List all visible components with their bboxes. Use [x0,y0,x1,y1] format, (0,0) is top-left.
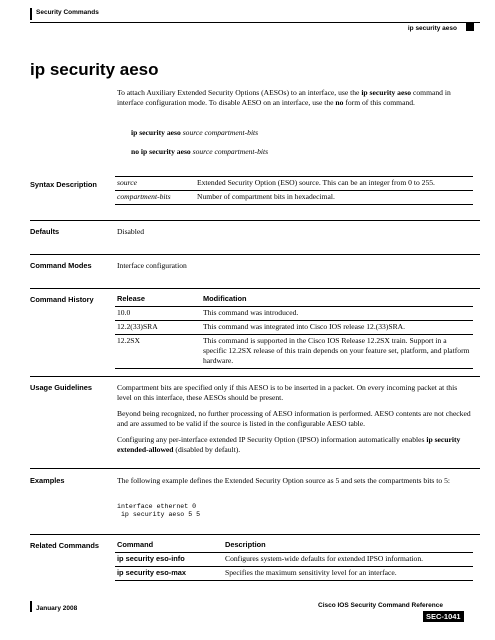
table-row: ip security eso-max Specifies the maximum sensitivity level for an interface. [115,567,473,581]
section-rule [30,376,480,377]
command-history-label: Command History [30,295,94,304]
header-bar [30,8,32,20]
syntax-line-1: ip security aeso source compartment-bits [131,128,259,137]
command-modes-label: Command Modes [30,261,92,270]
syntax-desc: Number of compartment bits in hexadecimal. [195,191,473,205]
page-number-badge: SEC-1041 [423,611,464,622]
command-modes-value: Interface configuration [117,261,187,270]
syntax-description-label: Syntax Description [30,180,97,189]
syntax-line-2: no ip security aeso source compartment-bits [131,147,269,156]
syntax-description-table [115,176,473,205]
defaults-value: Disabled [117,227,144,236]
header-command: ip security aeso [407,25,457,32]
related-command-link: ip security eso-info [117,554,185,563]
history-header-release: Release [117,294,145,303]
syntax-term: compartment-bits [117,192,171,201]
section-rule [30,254,480,255]
footer-date: January 2008 [36,605,78,612]
footer-reference: Cisco IOS Security Command Reference [318,602,443,609]
intro-command: ip security aeso [361,88,412,97]
section-rule [30,288,480,289]
syntax-desc: Extended Security Option (ESO) source. This can be an integer from 0 to 255. [195,177,473,191]
usage-guidelines-label: Usage Guidelines [30,383,93,392]
related-commands-table [115,539,473,581]
examples-label: Examples [30,476,65,485]
table-row: 12.2(33)SRA This command was integrated into Cisco IOS release 12.(33)SRA. [115,321,473,335]
related-header-description: Description [225,540,266,549]
section-rule [30,468,480,469]
example-code-line-2: ip security aeso 5 5 [117,511,201,518]
section-rule [30,534,480,535]
example-code-line-1: interface ethernet 0 [117,503,197,510]
header-marker [466,23,474,31]
syntax-term: source [117,178,137,187]
table-row: 12.2SX This command is supported in the Cisco IOS Release 12.2SX train. Support in a specific 12.2SX release of this train depends on your feature set, platform, and platform hardware. [115,335,473,369]
intro-paragraph: To attach Auxiliary Extended Security Options (AESOs) to an interface, use the ip security aeso command in interface configuration mode. To disable AESO on an interface, use the no form of this command. [117,88,451,107]
defaults-label: Defaults [30,227,60,236]
command-history-table [115,293,473,369]
related-command-link: ip security eso-max [117,568,187,577]
usage-guidelines-text: Compartment bits are specified only if this AESO is to be inserted in a packet. On every incoming packet at this level on this interface, these AESOs should be present. Beyond being recognized, no further processing of AESO information is performed. AESO contents are not checked and are assumed to be valid if the source is listed in the configurable AESO table. Configuring any per-interface extended IP Security Option (IPSO) information automatically enables ip security extended-allowed (disabled by default). [117,383,471,454]
table-row: ip security eso-info Configures system-wide defaults for extended IPSO information. [115,553,473,567]
header-rule [30,22,480,23]
examples-text: The following example defines the Extended Security Option source as 5 and sets the compartments bits to 5: [117,476,450,485]
page-title: ip security aeso [30,60,159,79]
header-section: Security Commands [36,9,99,16]
related-commands-label: Related Commands [30,541,99,550]
related-header-command: Command [117,540,154,549]
history-header-modification: Modification [203,294,247,303]
section-rule [30,220,480,221]
footer-bar [30,601,32,612]
table-row: 10.0 This command was introduced. [115,307,473,321]
